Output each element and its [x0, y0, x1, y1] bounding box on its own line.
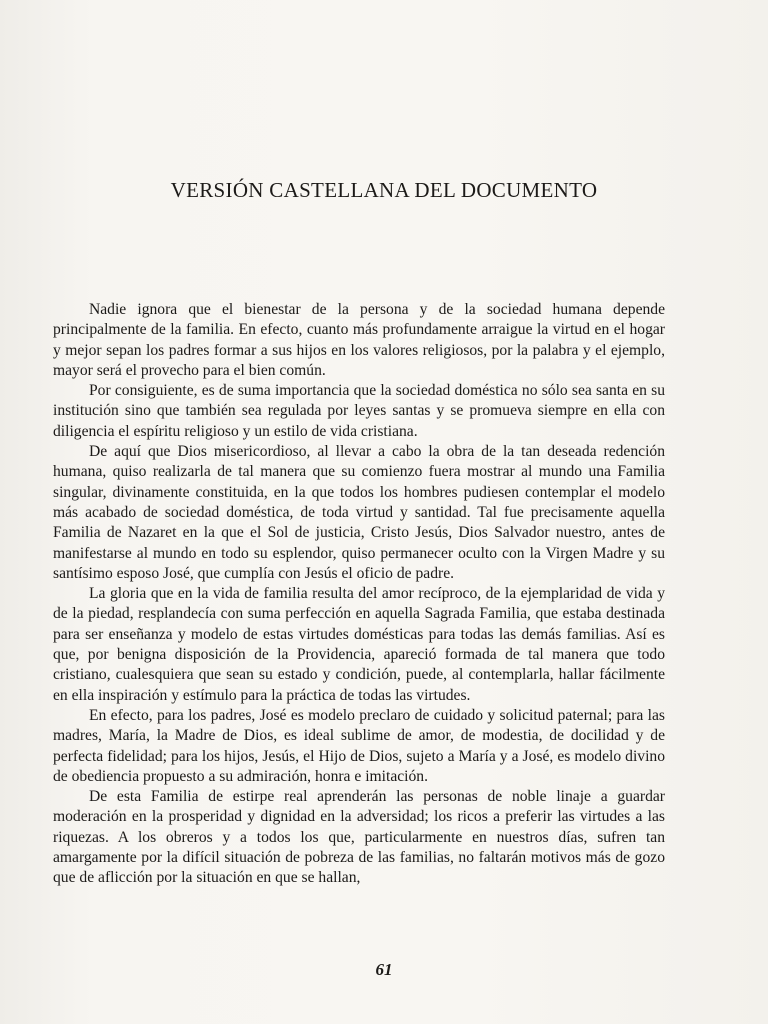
paragraph: La gloria que en la vida de familia resulta del amor recíproco, de la ejemplaridad de vida y de la piedad, resplandecía con suma perfección en aquella Sagrada Familia, que estaba destinada para ser enseñanza y modelo de estas virtudes domésticas para todas las demás familias. Así es que, por benigna disposición de la Providencia, apareció formada de tal manera que todo cristiano, cualesquiera que sean su estado y condición, puede, al contemplarla, hallar fácilmente en ella inspiración y estímulo para la práctica de todas las virtudes.: [53, 585, 665, 704]
paragraph: De esta Familia de estirpe real aprenderán las personas de noble linaje a guardar moderación en la prosperidad y dignidad en la adversidad; los ricos a preferir las virtudes a las riquezas. A los obreros y a todos los que, particularmente en nuestros días, sufren tan amargamente por la difícil situación de pobreza de las familias, no faltarán motivos más de gozo que de aflicción por la situación en que se hallan,: [53, 788, 665, 887]
paragraph: Nadie ignora que el bienestar de la persona y de la sociedad humana depende principalmente de la familia. En efecto, cuanto más profundamente arraigue la virtud en el hogar y mejor sepan los padres formar a sus hijos en los valores religiosos, por la palabra y el ejemplo, mayor será el provecho para el bien común.: [53, 301, 665, 379]
body-text: [53, 300, 665, 889]
page-title: VERSIÓN CASTELLANA DEL DOCUMENTO: [170, 178, 598, 202]
paragraph: De aquí que Dios misericordioso, al llevar a cabo la obra de la tan deseada redención humana, quiso realizarla de tal manera que su comienzo fuera mostrar al mundo una Familia singular, divinamente constituida, en la que todos los hombres pudiesen contemplar el modelo más acabado de sociedad doméstica, de toda virtud y santidad. Tal fue precisamente aquella Familia de Nazaret en la que el Sol de justicia, Cristo Jesús, Dios Salvador nuestro, antes de manifestarse al mundo en todo su esplendor, quiso permanecer oculto con la Virgen Madre y su santísimo esposo José, que cumplía con Jesús el oficio de padre.: [53, 443, 665, 582]
page-number: 61: [375, 960, 393, 979]
paragraph: Por consiguiente, es de suma importancia que la sociedad doméstica no sólo sea santa en su institución sino que también sea regulada por leyes santas y se promueva siempre en ella con diligencia el espíritu religioso y un estilo de vida cristiana.: [53, 382, 665, 440]
paragraph: En efecto, para los padres, José es modelo preclaro de cuidado y solicitud paternal; para las madres, María, la Madre de Dios, es ideal sublime de amor, de modestia, de docilidad y de perfecta fidelidad; para los hijos, Jesús, el Hijo de Dios, sujeto a María y a José, es modelo divino de obediencia propuesto a su admiración, honra e imitación.: [53, 706, 665, 785]
